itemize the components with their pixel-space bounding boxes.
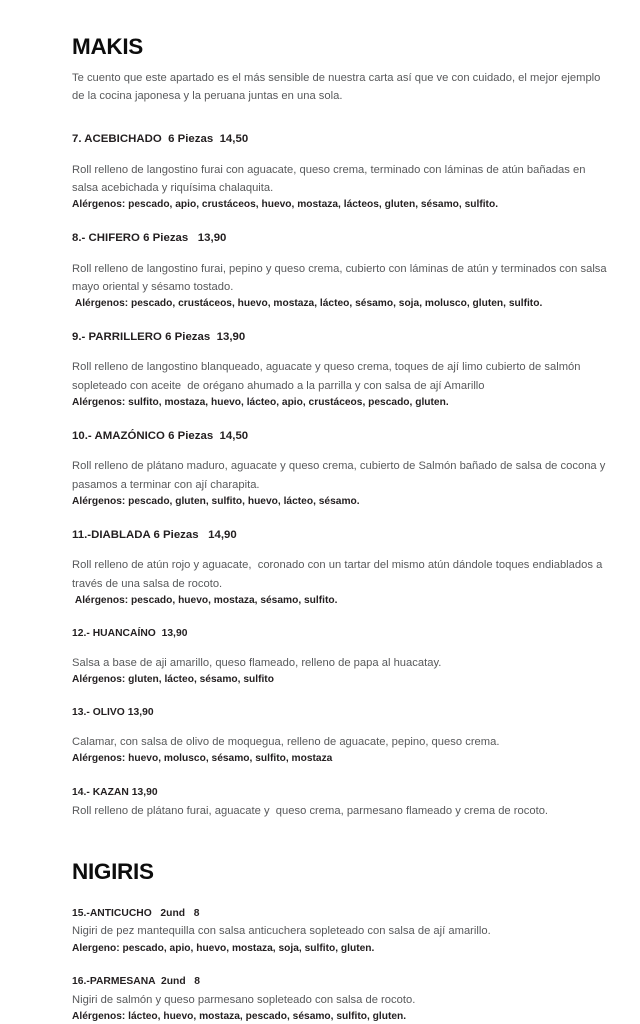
menu-item-description: Roll relleno de plátano maduro, aguacate y queso crema, cubierto de Salmón bañado de salsa de cocona y pasamos a terminar con ají charapita. (72, 460, 609, 491)
section-title-nigiris: NIGIRIS (72, 858, 154, 884)
menu-item (72, 975, 608, 1024)
section-nigiris (72, 859, 608, 1024)
menu-item-description: Nigiri de salmón y queso parmesano sopleteado con salsa de rocoto. (72, 993, 416, 1006)
menu-item-heading: 7. ACEBICHADO 6 Piezas 14,50 (72, 133, 249, 146)
menu-item-allergens: Alérgenos: pescado, gluten, sulfito, huevo, lácteo, sésamo. (72, 495, 360, 507)
section-title-makis: MAKIS (72, 34, 143, 59)
menu-item (72, 706, 608, 766)
menu-item-description: Roll relleno de langostino blanqueado, aguacate y queso crema, toques de ají limo cubierto de salmón sopleteado con aceite de orégano ahumado a la parrilla y con salsa de ají Amarillo (72, 361, 584, 392)
menu-item-description: Roll relleno de plátano furai, aguacate y queso crema, parmesano flameado y crema de rocoto. (72, 804, 549, 817)
menu-item-description: Roll relleno de langostino furai, pepino y queso crema, cubierto con láminas de atún y terminados con salsa mayo oriental y sésamo tostado. (72, 262, 610, 293)
menu-item (72, 907, 608, 956)
menu-item (72, 528, 608, 608)
menu-item-description: Salsa a base de aji amarillo, queso flameado, relleno de papa al huacatay. (72, 656, 442, 669)
menu-item-heading: 16.-PARMESANA 2und 8 (72, 975, 201, 987)
menu-item-description: Roll relleno de langostino furai con aguacate, queso crema, terminado con láminas de atún bañadas en salsa acebichada y riquísima chalaquita. (72, 163, 589, 194)
menu-item-heading: 15.-ANTICUCHO 2und 8 (72, 907, 200, 919)
menu-content (72, 34, 608, 1024)
menu-item (72, 330, 608, 410)
menu-item (72, 429, 608, 509)
menu-item (72, 231, 608, 311)
menu-item-heading: 11.-DIABLADA 6 Piezas 14,90 (72, 529, 237, 542)
menu-item-heading: 9.- PARRILLERO 6 Piezas 13,90 (72, 331, 246, 344)
menu-item-allergens: Alérgenos: lácteo, huevo, mostaza, pescado, sésamo, sulfito, gluten. (72, 1010, 407, 1022)
section-makis (72, 34, 608, 820)
menu-item (72, 627, 608, 687)
menu-item-allergens: Alérgenos: pescado, apio, crustáceos, huevo, mostaza, lácteos, gluten, sésamo, sulfito. (72, 198, 499, 210)
menu-item (72, 786, 608, 820)
menu-item-allergens: Alérgenos: gluten, lácteo, sésamo, sulfito (72, 674, 274, 686)
menu-item-allergens: Alergeno: pescado, apio, huevo, mostaza, soja, sulfito, gluten. (72, 942, 375, 954)
menu-item-description: Nigiri de pez mantequilla con salsa anticuchera sopleteado con salsa de ají amarillo. (72, 925, 491, 938)
section-intro-makis: Te cuento que este apartado es el más sensible de nuestra carta así que ve con cuidado, el mejor ejemplo de la cocina japonesa y la peruana juntas en una sola. (72, 71, 601, 103)
menu-item-heading: 8.- CHIFERO 6 Piezas 13,90 (72, 232, 227, 245)
menu-item-description: Calamar, con salsa de olivo de moquegua, relleno de aguacate, pepino, queso crema. (72, 736, 500, 749)
menu-item-heading: 13.- OLIVO 13,90 (72, 707, 154, 719)
menu-item-allergens: Alérgenos: pescado, crustáceos, huevo, mostaza, lácteo, sésamo, soja, molusco, gluten, sulfito. (72, 297, 543, 309)
menu-item-allergens: Alérgenos: huevo, molusco, sésamo, sulfito, mostaza (72, 753, 333, 765)
menu-item-heading: 10.- AMAZÓNICO 6 Piezas 14,50 (72, 430, 249, 443)
menu-item-allergens: Alérgenos: sulfito, mostaza, huevo, lácteo, apio, crustáceos, pescado, gluten. (72, 396, 449, 408)
menu-item-heading: 14.- KAZAN 13,90 (72, 786, 158, 798)
menu-item-description: Roll relleno de atún rojo y aguacate, coronado con un tartar del mismo atún dándole toques endiablados a través de una salsa de rocoto. (72, 559, 606, 590)
menu-item (72, 132, 608, 212)
menu-item-allergens: Alérgenos: pescado, huevo, mostaza, sésamo, sulfito. (72, 594, 338, 606)
menu-item-heading: 12.- HUANCAÍNO 13,90 (72, 628, 188, 639)
